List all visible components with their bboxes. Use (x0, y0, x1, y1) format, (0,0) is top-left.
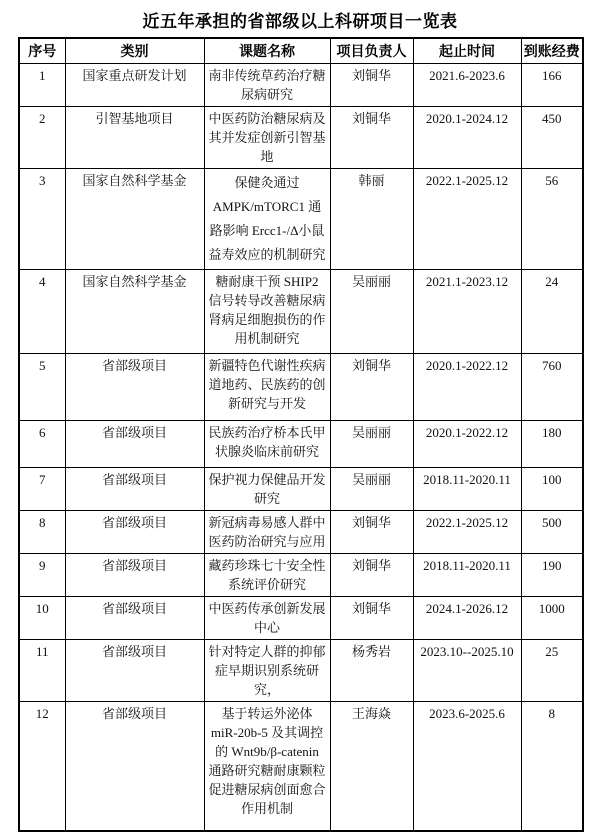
table-row (19, 510, 583, 553)
table-row (19, 269, 583, 353)
cell-category: 省部级项目 (65, 553, 204, 596)
page-title: 近五年承担的省部级以上科研项目一览表 (142, 12, 458, 31)
cell-fund: 760 (521, 353, 583, 420)
column-header-leader: 项目负责人 (330, 38, 413, 63)
cell-period: 2022.1-2025.12 (413, 168, 521, 269)
table-row (19, 639, 583, 701)
cell-period: 2021.6-2023.6 (413, 63, 521, 106)
cell-no: 2 (19, 106, 65, 168)
cell-title: 基于转运外泌体 miR-20b-5 及其调控的 Wnt9b/β-catenin 通路研究糖耐康颗粒促进糖尿病创面愈合作用机制 (204, 701, 330, 831)
table-body (19, 63, 583, 831)
cell-fund: 180 (521, 420, 583, 467)
cell-fund: 1000 (521, 596, 583, 639)
cell-leader: 韩丽 (330, 168, 413, 269)
cell-fund: 100 (521, 467, 583, 510)
table-row (19, 701, 583, 831)
cell-fund: 25 (521, 639, 583, 701)
column-header-title: 课题名称 (204, 38, 330, 63)
cell-no: 6 (19, 420, 65, 467)
cell-fund: 56 (521, 168, 583, 269)
table-row (19, 467, 583, 510)
cell-leader: 吴丽丽 (330, 467, 413, 510)
column-header-period: 起止时间 (413, 38, 521, 63)
cell-category: 国家自然科学基金 (65, 269, 204, 353)
cell-leader: 刘铜华 (330, 510, 413, 553)
cell-no: 9 (19, 553, 65, 596)
cell-title: 保护视力保健品开发研究 (204, 467, 330, 510)
cell-no: 3 (19, 168, 65, 269)
column-header-no: 序号 (19, 38, 65, 63)
cell-category: 国家重点研发计划 (65, 63, 204, 106)
cell-period: 2024.1-2026.12 (413, 596, 521, 639)
table-row (19, 168, 583, 269)
cell-leader: 刘铜华 (330, 353, 413, 420)
cell-leader: 刘铜华 (330, 63, 413, 106)
cell-period: 2020.1-2024.12 (413, 106, 521, 168)
cell-no: 7 (19, 467, 65, 510)
cell-fund: 166 (521, 63, 583, 106)
cell-title: 南非传统草药治疗糖尿病研究 (204, 63, 330, 106)
cell-title: 保健灸通过 AMPK/mTORC1 通路影响 Ercc1-/Δ小鼠益寿效应的机制研究 (204, 168, 330, 269)
cell-no: 11 (19, 639, 65, 701)
cell-category: 省部级项目 (65, 596, 204, 639)
cell-category: 省部级项目 (65, 510, 204, 553)
cell-title: 新疆特色代谢性疾病道地药、民族药的创新研究与开发 (204, 353, 330, 420)
cell-leader: 杨秀岩 (330, 639, 413, 701)
cell-title: 针对特定人群的抑郁症早期识别系统研究， (204, 639, 330, 701)
cell-title: 糖耐康干预 SHIP2 信号转导改善糖尿病肾病足细胞损伤的作用机制研究 (204, 269, 330, 353)
cell-category: 国家自然科学基金 (65, 168, 204, 269)
cell-leader: 刘铜华 (330, 106, 413, 168)
cell-no: 8 (19, 510, 65, 553)
cell-fund: 24 (521, 269, 583, 353)
cell-no: 10 (19, 596, 65, 639)
cell-fund: 190 (521, 553, 583, 596)
table-row (19, 596, 583, 639)
cell-no: 12 (19, 701, 65, 831)
cell-period: 2020.1-2022.12 (413, 420, 521, 467)
cell-title: 民族药治疗桥本氏甲状腺炎临床前研究 (204, 420, 330, 467)
cell-no: 1 (19, 63, 65, 106)
cell-leader: 吴丽丽 (330, 420, 413, 467)
cell-title: 中医药传承创新发展中心 (204, 596, 330, 639)
cell-period: 2020.1-2022.12 (413, 353, 521, 420)
cell-period: 2022.1-2025.12 (413, 510, 521, 553)
cell-title: 新冠病毒易感人群中医药防治研究与应用 (204, 510, 330, 553)
header-row (19, 38, 583, 63)
cell-fund: 500 (521, 510, 583, 553)
table-row (19, 420, 583, 467)
cell-period: 2018.11-2020.11 (413, 553, 521, 596)
cell-no: 4 (19, 269, 65, 353)
cell-fund: 8 (521, 701, 583, 831)
table-row (19, 63, 583, 106)
cell-category: 引智基地项目 (65, 106, 204, 168)
column-header-fund: 到账经费 (521, 38, 583, 63)
cell-leader: 王海焱 (330, 701, 413, 831)
cell-period: 2018.11-2020.11 (413, 467, 521, 510)
cell-no: 5 (19, 353, 65, 420)
cell-leader: 刘铜华 (330, 553, 413, 596)
cell-category: 省部级项目 (65, 420, 204, 467)
table-row (19, 553, 583, 596)
cell-title: 中医药防治糖尿病及其并发症创新引智基地 (204, 106, 330, 168)
cell-period: 2021.1-2023.12 (413, 269, 521, 353)
column-header-category: 类别 (65, 38, 204, 63)
cell-period: 2023.6-2025.6 (413, 701, 521, 831)
cell-title: 藏药珍珠七十安全性系统评价研究 (204, 553, 330, 596)
cell-period: 2023.10--2025.10 (413, 639, 521, 701)
table-row (19, 353, 583, 420)
cell-leader: 刘铜华 (330, 596, 413, 639)
cell-category: 省部级项目 (65, 353, 204, 420)
table-row (19, 106, 583, 168)
cell-leader: 吴丽丽 (330, 269, 413, 353)
cell-category: 省部级项目 (65, 701, 204, 831)
cell-category: 省部级项目 (65, 639, 204, 701)
projects-table (18, 37, 584, 832)
cell-category: 省部级项目 (65, 467, 204, 510)
cell-fund: 450 (521, 106, 583, 168)
